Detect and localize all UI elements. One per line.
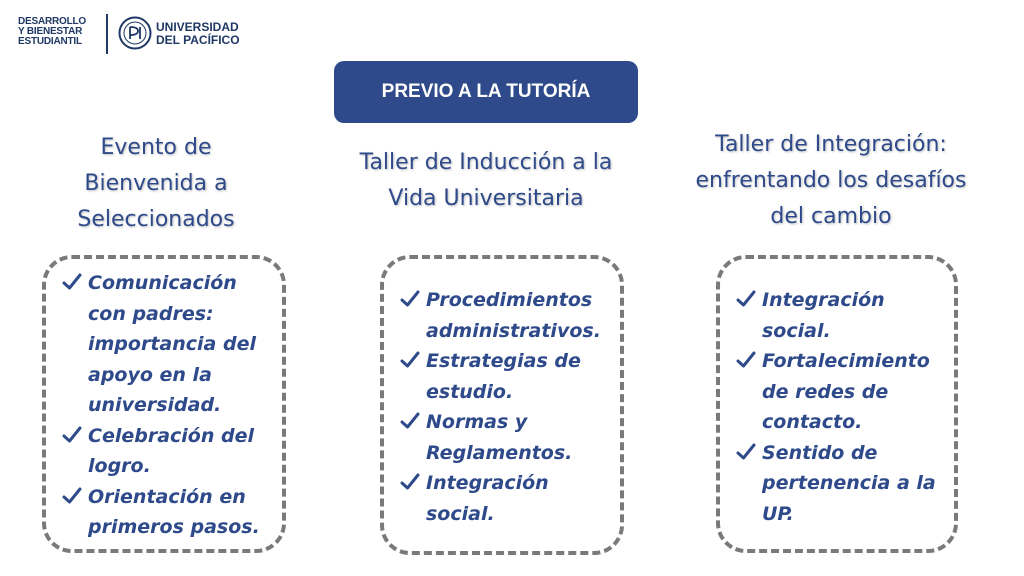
logo-line: DESARROLLO xyxy=(18,16,87,27)
list-item xyxy=(62,421,272,482)
list-item-text: Orientación en primeros pasos. xyxy=(88,485,260,538)
section-header-label: PREVIO A LA TUTORÍA xyxy=(381,81,591,102)
logo-divider xyxy=(106,14,108,54)
check-icon xyxy=(400,289,420,309)
logo-line: UNIVERSIDAD xyxy=(156,20,239,34)
logo-line: ESTUDIANTIL xyxy=(18,36,82,47)
list-item-text: Integración social. xyxy=(762,289,885,342)
check-icon xyxy=(736,350,756,370)
list-item-text: Fortalecimiento de redes de contacto. xyxy=(762,350,930,433)
list-item-text: Celebración del logro. xyxy=(88,424,254,477)
section-header xyxy=(334,61,638,123)
university-seal-icon xyxy=(118,16,152,50)
checklist-induction-workshop xyxy=(400,285,610,529)
column-title-welcome-event: Evento de Bienvenida a Seleccionados xyxy=(77,135,235,232)
check-icon xyxy=(400,411,420,431)
list-item xyxy=(400,285,610,346)
list-item xyxy=(736,438,946,530)
list-item-text: Sentido de pertenencia a la UP. xyxy=(762,441,936,525)
list-item-text: Comunicación con padres: importancia del apoyo en la universidad. xyxy=(88,272,256,416)
university-logo xyxy=(156,21,240,47)
list-item xyxy=(736,346,946,438)
list-item-text: Normas y Reglamentos. xyxy=(426,411,573,464)
check-icon xyxy=(400,350,420,370)
logo-line: Y BIENESTAR xyxy=(18,26,83,37)
list-item xyxy=(736,285,946,346)
checklist-welcome-event xyxy=(62,268,272,543)
check-icon xyxy=(736,442,756,462)
list-item xyxy=(400,346,610,407)
list-item xyxy=(62,268,272,421)
student-welfare-logo xyxy=(18,17,100,47)
logo-line: DEL PACÍFICO xyxy=(156,33,240,47)
column-title-integration-workshop: Taller de Integración: enfrentando los desafíos del cambio xyxy=(695,132,967,229)
list-item xyxy=(62,482,272,543)
checklist-integration-workshop xyxy=(736,285,946,529)
list-item-text: Integración social. xyxy=(426,472,549,525)
check-icon xyxy=(62,486,82,506)
check-icon xyxy=(62,425,82,445)
check-icon xyxy=(62,272,82,292)
check-icon xyxy=(736,289,756,309)
list-item xyxy=(400,407,610,468)
list-item-text: Estrategias de estudio. xyxy=(426,350,581,403)
check-icon xyxy=(400,472,420,492)
column-title-induction-workshop: Taller de Inducción a la Vida Universitaria xyxy=(359,150,613,211)
list-item xyxy=(400,468,610,529)
list-item-text: Procedimientos administrativos. xyxy=(426,289,601,342)
